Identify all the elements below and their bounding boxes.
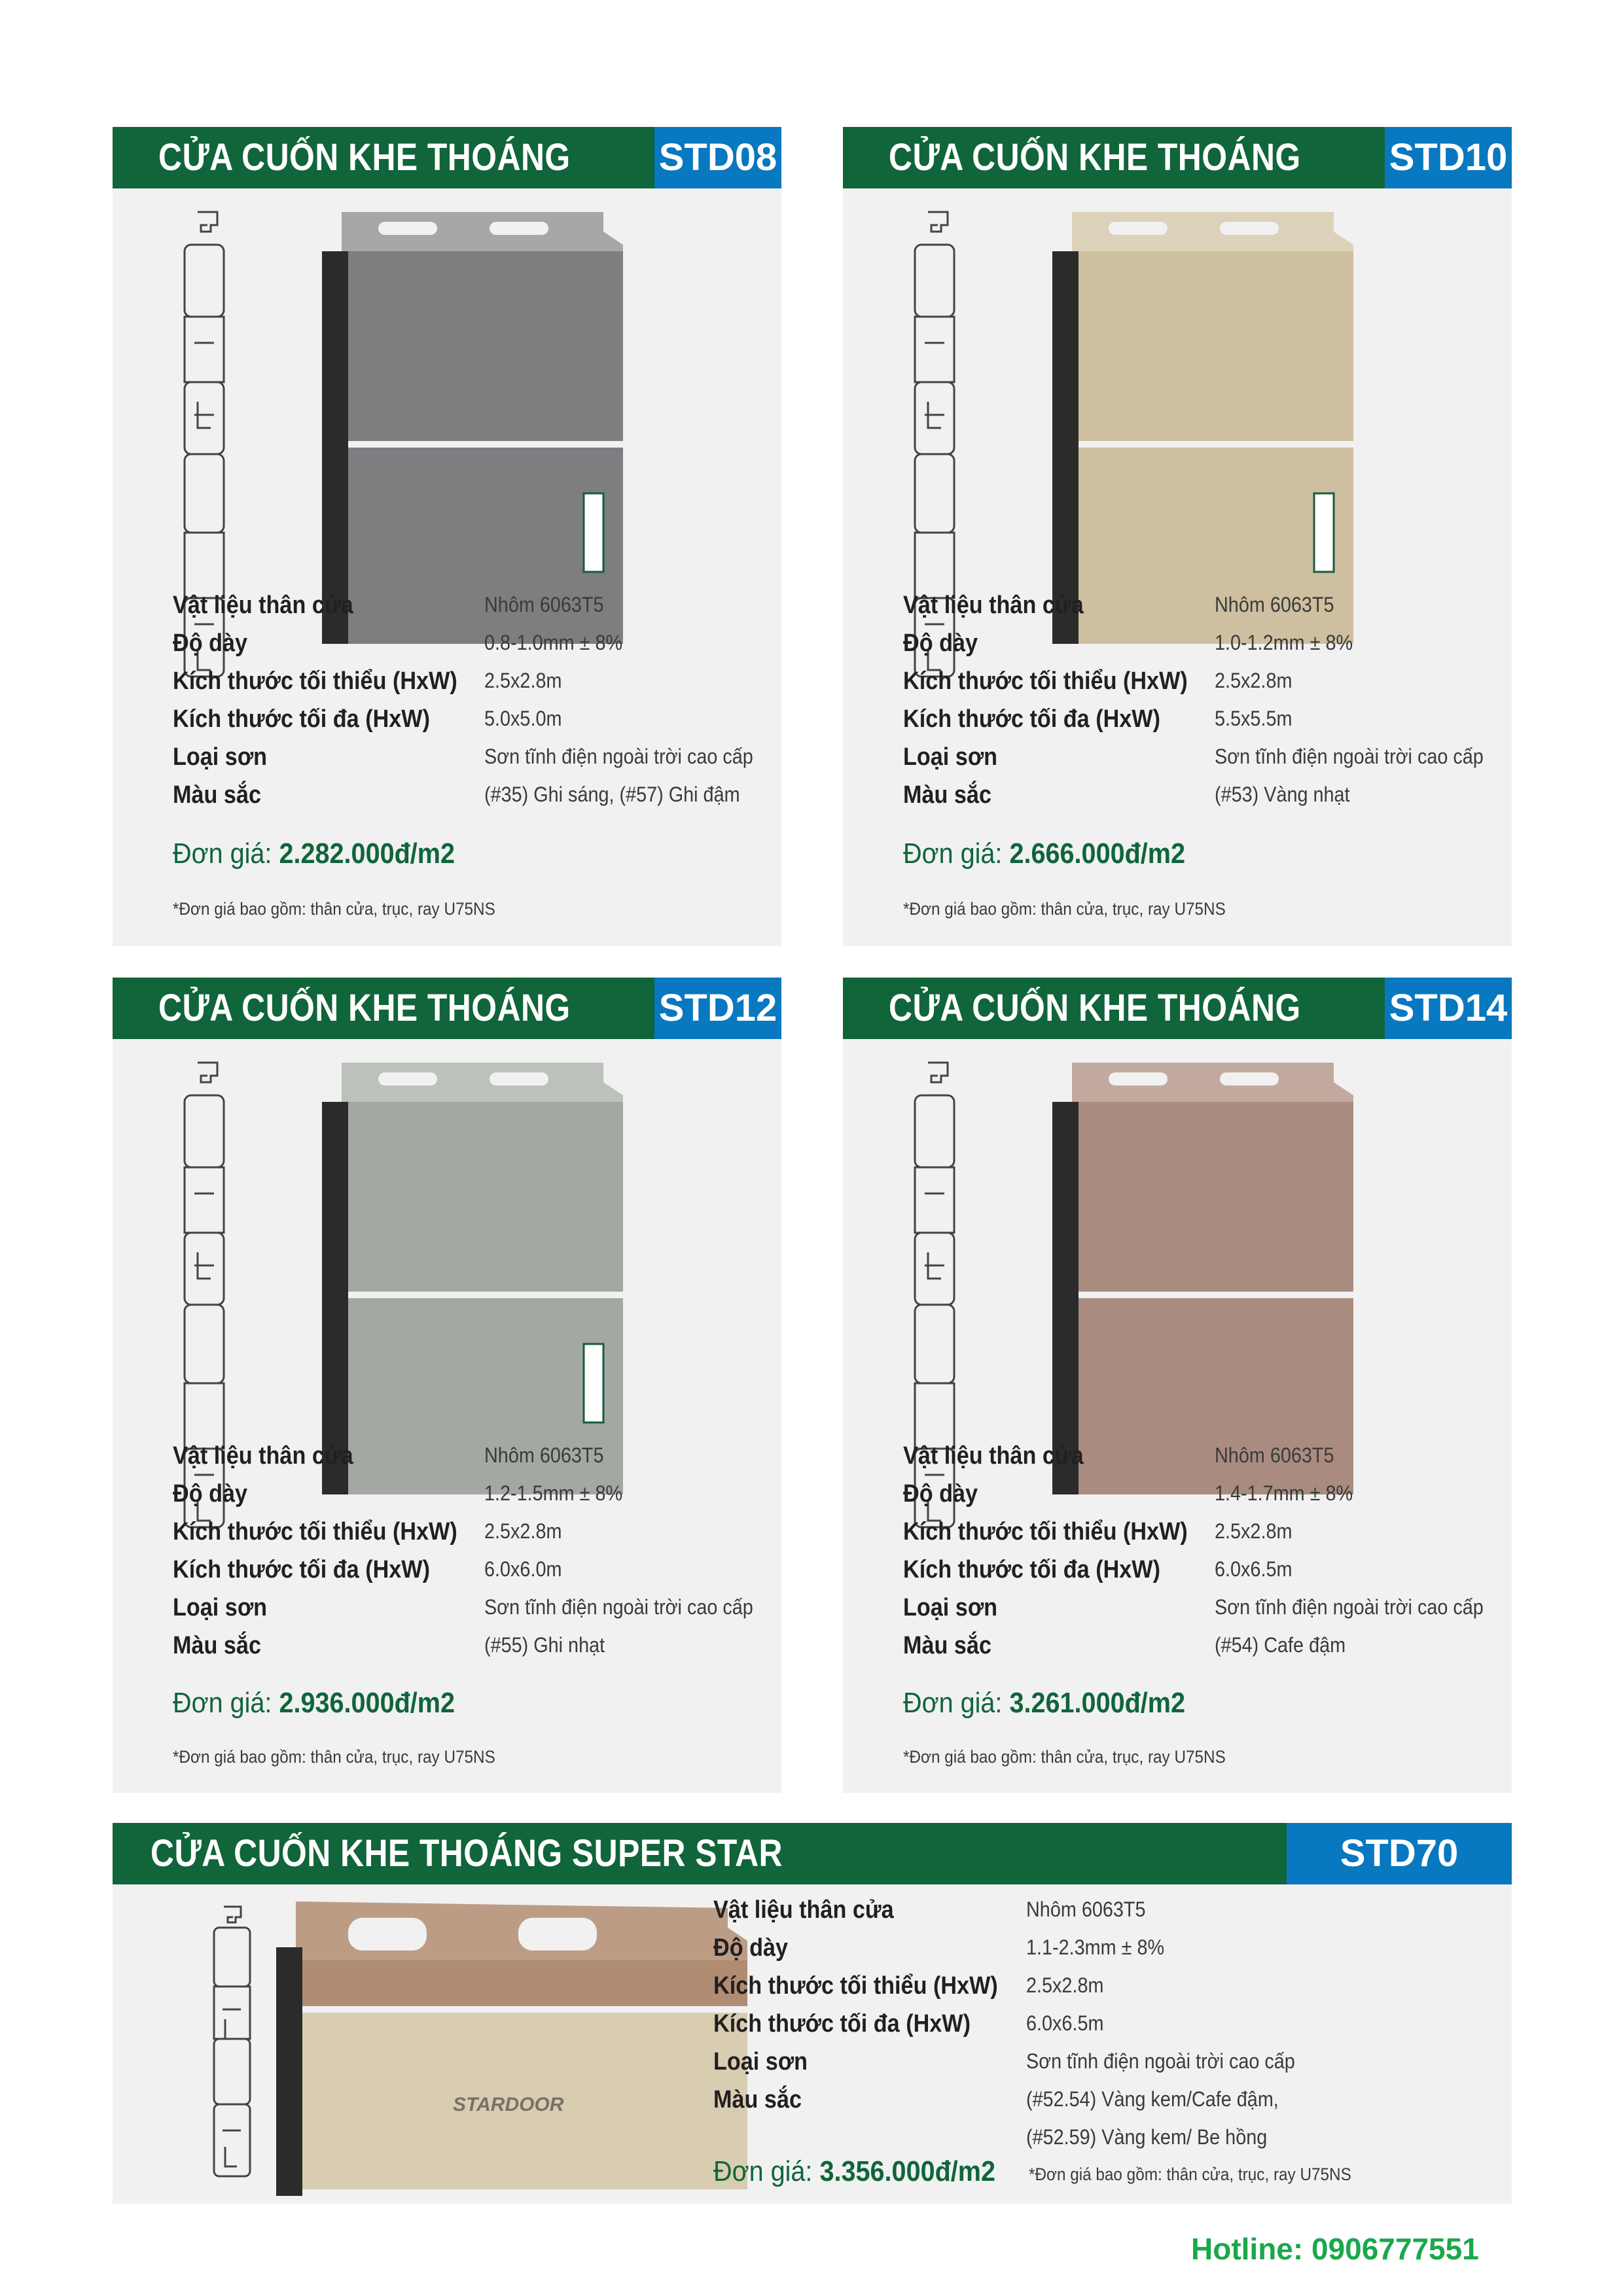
slat-panel-top	[1072, 251, 1353, 441]
spec-value-paint: Sơn tĩnh điện ngoài trời cao cấp	[484, 1595, 753, 1619]
card-title: CỬA CUỐN KHE THOÁNG SUPER STAR	[151, 1832, 783, 1875]
card-title: CỬA CUỐN KHE THOÁNG	[158, 987, 571, 1029]
spec-label-material: Vật liệu thân cửa	[903, 1442, 1084, 1470]
price-line	[173, 1687, 455, 1720]
price-note: *Đơn giá bao gồm: thân cửa, trục, ray U75NS	[903, 899, 1226, 919]
spec-value-color: (#55) Ghi nhạt	[484, 1633, 605, 1657]
price-line	[173, 838, 455, 870]
spec-label-color: Màu sắc	[713, 2086, 802, 2113]
spec-label-paint: Loại sơn	[173, 1594, 268, 1621]
spec-label-min-size: Kích thước tối thiểu (HxW)	[903, 1518, 1188, 1545]
spec-value-material: Nhôm 6063T5	[1026, 1898, 1146, 1921]
spec-value-color-2: (#52.59) Vàng kem/ Be hồng	[1026, 2125, 1268, 2149]
product-card-std70	[113, 1823, 1512, 2204]
hotline: Hotline: 0906777551	[1191, 2232, 1479, 2266]
spec-label-color: Màu sắc	[173, 781, 261, 809]
spec-label-color: Màu sắc	[903, 781, 991, 809]
spec-value-material: Nhôm 6063T5	[1215, 593, 1334, 616]
spec-label-thickness: Độ dày	[713, 1934, 789, 1962]
spec-list	[903, 1442, 1492, 1665]
spec-label-paint: Loại sơn	[173, 743, 268, 771]
card-title: CỬA CUỐN KHE THOÁNG	[889, 987, 1301, 1029]
price-label: Đơn giá:	[173, 838, 279, 870]
price-value: 2.936.000đ/m2	[279, 1687, 455, 1719]
spec-value-max-size: 6.0x6.0m	[484, 1557, 562, 1581]
product-code-badge: STD12	[654, 978, 781, 1039]
spec-list	[903, 592, 1492, 814]
spec-value-min-size: 2.5x2.8m	[1026, 1973, 1104, 1997]
spec-label-thickness: Độ dày	[173, 629, 248, 657]
spec-value-thickness: 1.4-1.7mm ± 8%	[1215, 1481, 1353, 1505]
price-label: Đơn giá:	[173, 1687, 279, 1719]
spec-value-min-size: 2.5x2.8m	[484, 669, 562, 692]
spec-value-min-size: 2.5x2.8m	[1215, 669, 1293, 692]
card-header	[843, 127, 1512, 188]
spec-label-thickness: Độ dày	[173, 1480, 248, 1508]
spec-label-paint: Loại sơn	[903, 1594, 998, 1621]
spec-value-paint: Sơn tĩnh điện ngoài trời cao cấp	[1215, 1595, 1484, 1619]
product-code-badge: STD14	[1385, 978, 1512, 1039]
spec-label-min-size: Kích thước tối thiểu (HxW)	[173, 667, 457, 695]
price-note: *Đơn giá bao gồm: thân cửa, trục, ray U75NS	[903, 1747, 1226, 1767]
spec-value-max-size: 6.0x6.5m	[1215, 1557, 1293, 1581]
card-title: CỬA CUỐN KHE THOÁNG	[158, 136, 571, 179]
slat-brand-mark: STARDOOR	[453, 2094, 564, 2115]
spec-label-min-size: Kích thước tối thiểu (HxW)	[903, 667, 1188, 695]
spec-label-min-size: Kích thước tối thiểu (HxW)	[173, 1518, 457, 1545]
spec-value-color-1: (#52.54) Vàng kem/Cafe đậm,	[1026, 2087, 1279, 2111]
spec-label-paint: Loại sơn	[713, 2048, 808, 2075]
product-code-badge: STD10	[1385, 127, 1512, 188]
product-card-std14	[843, 978, 1512, 1793]
price-label: Đơn giá:	[713, 2155, 820, 2187]
spec-value-max-size: 6.0x6.5m	[1026, 2011, 1104, 2035]
price-value: 2.282.000đ/m2	[279, 838, 455, 870]
price-value: 3.261.000đ/m2	[1009, 1687, 1186, 1719]
price-line	[903, 838, 1185, 870]
spec-value-material: Nhôm 6063T5	[484, 1443, 604, 1467]
price-value: 3.356.000đ/m2	[819, 2155, 996, 2187]
spec-value-min-size: 2.5x2.8m	[1215, 1519, 1293, 1543]
card-header	[843, 978, 1512, 1039]
spec-label-material: Vật liệu thân cửa	[713, 1896, 894, 1924]
spec-value-paint: Sơn tĩnh điện ngoài trời cao cấp	[1026, 2049, 1295, 2073]
spec-label-material: Vật liệu thân cửa	[173, 592, 353, 619]
price-line	[713, 2155, 995, 2188]
price-label: Đơn giá:	[903, 838, 1010, 870]
product-code-badge: STD70	[1287, 1823, 1512, 1884]
card-header	[113, 127, 781, 188]
spec-list	[173, 592, 762, 814]
spec-value-color: (#54) Cafe đậm	[1215, 1633, 1346, 1657]
product-code-badge: STD08	[654, 127, 781, 188]
card-header	[113, 978, 781, 1039]
spec-value-paint: Sơn tĩnh điện ngoài trời cao cấp	[1215, 745, 1484, 768]
spec-label-max-size: Kích thước tối đa (HxW)	[173, 1556, 430, 1583]
spec-value-max-size: 5.5x5.5m	[1215, 707, 1293, 730]
spec-label-max-size: Kích thước tối đa (HxW)	[173, 705, 430, 733]
spec-label-paint: Loại sơn	[903, 743, 998, 771]
spec-value-min-size: 2.5x2.8m	[484, 1519, 562, 1543]
spec-value-color: (#35) Ghi sáng, (#57) Ghi đậm	[484, 783, 740, 806]
spec-label-min-size: Kích thước tối thiểu (HxW)	[713, 1972, 998, 2000]
price-line	[903, 1687, 1185, 1720]
spec-value-thickness: 0.8-1.0mm ± 8%	[484, 631, 623, 654]
spec-value-thickness: 1.0-1.2mm ± 8%	[1215, 631, 1353, 654]
spec-list	[173, 1442, 762, 1665]
price-label: Đơn giá:	[903, 1687, 1010, 1719]
card-header	[113, 1823, 1512, 1884]
spec-label-max-size: Kích thước tối đa (HxW)	[903, 1556, 1160, 1583]
product-card-std10	[843, 127, 1512, 946]
price-note: *Đơn giá bao gồm: thân cửa, trục, ray U75NS	[1029, 2164, 1351, 2184]
slat-panel-top	[342, 1102, 623, 1292]
slat-panel-top	[296, 1960, 747, 2006]
spec-label-thickness: Độ dày	[903, 629, 978, 657]
spec-label-color: Màu sắc	[903, 1632, 991, 1659]
spec-value-color: (#53) Vàng nhạt	[1215, 783, 1350, 806]
price-note: *Đơn giá bao gồm: thân cửa, trục, ray U75NS	[173, 1747, 495, 1767]
slat-panel-top	[1072, 1102, 1353, 1292]
spec-value-thickness: 1.2-1.5mm ± 8%	[484, 1481, 623, 1505]
price-value: 2.666.000đ/m2	[1009, 838, 1186, 870]
spec-value-paint: Sơn tĩnh điện ngoài trời cao cấp	[484, 745, 753, 768]
spec-label-material: Vật liệu thân cửa	[903, 592, 1084, 619]
product-card-std12	[113, 978, 781, 1793]
product-card-std08	[113, 127, 781, 946]
spec-value-material: Nhôm 6063T5	[1215, 1443, 1334, 1467]
spec-label-material: Vật liệu thân cửa	[173, 1442, 353, 1470]
slat-panel-top	[342, 251, 623, 441]
spec-label-max-size: Kích thước tối đa (HxW)	[903, 705, 1160, 733]
spec-value-material: Nhôm 6063T5	[484, 593, 604, 616]
spec-value-max-size: 5.0x5.0m	[484, 707, 562, 730]
spec-label-max-size: Kích thước tối đa (HxW)	[713, 2010, 971, 2038]
spec-value-thickness: 1.1-2.3mm ± 8%	[1026, 1935, 1165, 1959]
price-note: *Đơn giá bao gồm: thân cửa, trục, ray U75NS	[173, 899, 495, 919]
spec-label-color: Màu sắc	[173, 1632, 261, 1659]
card-title: CỬA CUỐN KHE THOÁNG	[889, 136, 1301, 179]
spec-list	[713, 1896, 1499, 2158]
spec-label-thickness: Độ dày	[903, 1480, 978, 1508]
profile-cross-section-diagram	[204, 1901, 276, 2189]
